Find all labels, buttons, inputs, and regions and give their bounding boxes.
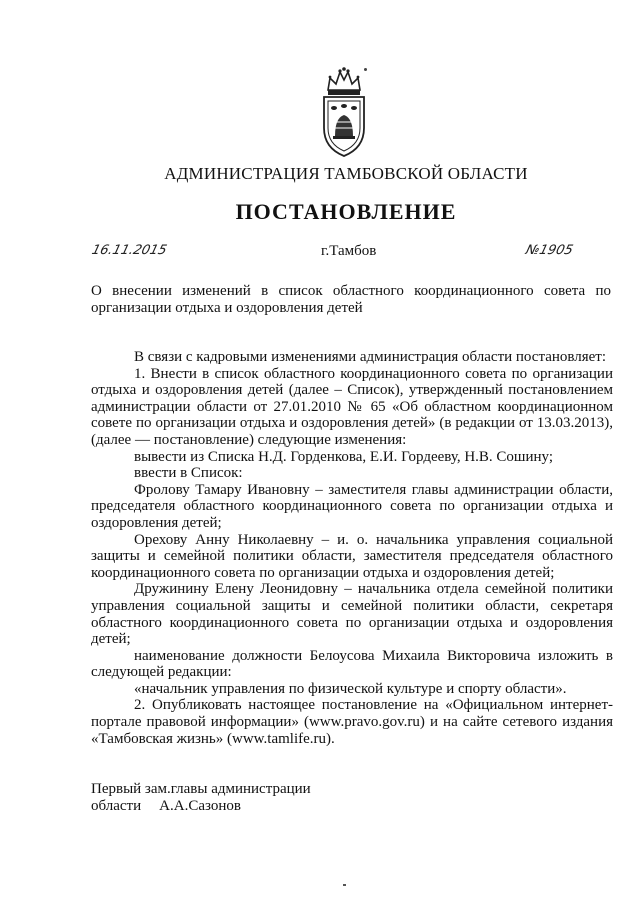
body-paragraph: Фролову Тамару Ивановну – заместителя главы администрации области, председателя областного координационного совета по организации отдыха и оздоровления детей; bbox=[91, 481, 613, 531]
body-paragraph: 1. Внести в список областного координационного совета по организации отдыха и оздоровления детей (далее – Список), утвержденный постановлением администрации области от 27.01.2010 № 65 «Об областном координационном совете по организации отдыха и оздоровления детей» (в редакции от 13.03.2013), (далее — постановление) следующие изменения: bbox=[91, 365, 613, 448]
body-paragraph: Дружинину Елену Леонидовну – начальника отдела семейной политики управления социальной защиты и семейной политики области, секретаря областного координационного совета по организации отдыха и оздоровления детей; bbox=[91, 581, 613, 648]
body-paragraph: наименование должности Белоусова Михаила Викторовича изложить в следующей редакции: bbox=[91, 647, 613, 681]
document-type-title: ПОСТАНОВЛЕНИЕ bbox=[235, 199, 457, 224]
body-paragraph: ввести в Список: bbox=[134, 465, 243, 482]
organization-name: АДМИНИСТРАЦИЯ ТАМБОВСКОЙ ОБЛАСТИ bbox=[164, 164, 528, 183]
document-body bbox=[91, 349, 613, 747]
document-date: 16.11.2015 bbox=[90, 243, 169, 258]
body-paragraph: «начальник управления по физической культуре и спорту области». bbox=[134, 680, 567, 697]
document-subject: О внесении изменений в список областного координационного совета по организации отдыха и оздоровления детей bbox=[91, 283, 611, 316]
document-city: г.Тамбов bbox=[321, 243, 377, 259]
signer-position-cont: области bbox=[91, 798, 142, 814]
scan-mark bbox=[343, 884, 346, 886]
document-number: №1905 bbox=[524, 243, 575, 258]
scan-mark bbox=[364, 68, 367, 71]
signer-position: Первый зам.главы администрации bbox=[91, 781, 311, 797]
body-paragraph: В связи с кадровыми изменениями администрация области постановляет: bbox=[134, 349, 607, 365]
signature-block bbox=[91, 781, 311, 815]
body-paragraph: вывести из Списка Н.Д. Горденкова, Е.И. Гордееву, Н.В. Сошину; bbox=[134, 448, 554, 465]
body-paragraph: Орехову Анну Николаевну – и. о. начальника управления социальной защиты и семейной политики области, заместителя председателя областного координационного совета по организации отдыха и оздоровления детей; bbox=[91, 531, 613, 581]
signer-name: А.А.Сазонов bbox=[159, 798, 241, 814]
tambov-coat-of-arms-icon bbox=[318, 66, 370, 158]
body-paragraph: 2. Опубликовать настоящее постановление на «Официальном интернет-портале правовой информации» (www.pravo.gov.ru) и на сайте сетевого издания «Тамбовская жизнь» (www.tamlife.ru). bbox=[91, 697, 613, 747]
